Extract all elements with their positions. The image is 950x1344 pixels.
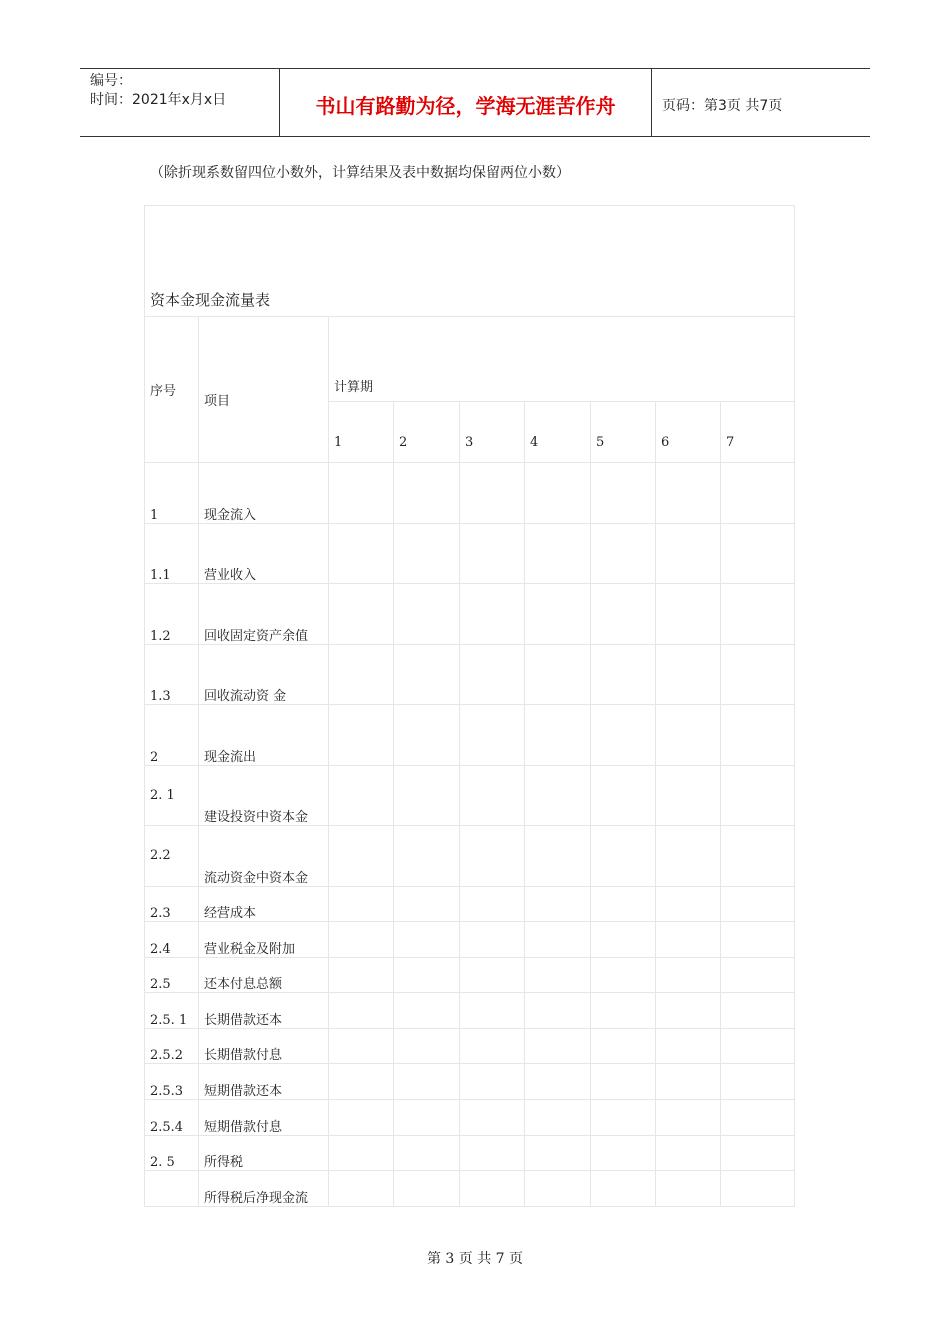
rounding-note: （除折现系数留四位小数外，计算结果及表中数据均保留两位小数） [150,165,570,181]
value-cell[interactable] [591,1064,656,1100]
row-seq [145,1171,199,1207]
value-cell[interactable] [721,644,795,705]
row-seq: 2.5 [145,957,199,993]
column-header-item: 项目 [199,317,329,463]
value-cell[interactable] [525,1100,591,1136]
row-item: 经营成本 [199,886,329,922]
value-cell[interactable] [460,1064,525,1100]
value-cell[interactable] [460,765,525,826]
table-row [145,705,795,766]
value-cell[interactable] [525,1064,591,1100]
page-footer: 第 3 页 共 7 页 [426,1251,524,1267]
row-seq: 2 [145,705,199,766]
value-cell[interactable] [394,1064,460,1100]
row-seq: 1 [145,463,199,524]
period-header: 1 [329,402,394,463]
value-cell[interactable] [394,463,460,524]
row-item: 短期借款还本 [199,1064,329,1100]
header-motto: 书山有路勤为径，学海无涯苦作舟 [280,69,652,136]
value-cell[interactable] [591,765,656,826]
value-cell[interactable] [591,523,656,584]
value-cell[interactable] [394,993,460,1029]
value-cell[interactable] [460,957,525,993]
value-cell[interactable] [329,1028,394,1064]
row-seq: 2.5.4 [145,1100,199,1136]
value-cell[interactable] [329,886,394,922]
value-cell[interactable] [656,826,721,887]
value-cell[interactable] [525,584,591,645]
row-item: 长期借款付息 [199,1028,329,1064]
value-cell[interactable] [591,922,656,958]
value-cell[interactable] [656,1171,721,1207]
value-cell[interactable] [591,993,656,1029]
value-cell[interactable] [460,886,525,922]
value-cell[interactable] [525,463,591,524]
value-cell[interactable] [394,886,460,922]
row-seq: 1.3 [145,644,199,705]
table-row [145,1171,795,1207]
page-header [80,68,870,137]
row-item: 所得税 [199,1135,329,1171]
table-row [145,886,795,922]
row-item: 长期借款还本 [199,993,329,1029]
value-cell[interactable] [525,523,591,584]
value-cell[interactable] [721,922,795,958]
value-cell[interactable] [591,705,656,766]
table-row [145,584,795,645]
value-cell[interactable] [721,826,795,887]
table-row [145,463,795,524]
row-seq: 2.5. 1 [145,993,199,1029]
value-cell[interactable] [656,705,721,766]
value-cell[interactable] [591,1100,656,1136]
table-row [145,1064,795,1100]
row-item: 现金流出 [199,705,329,766]
value-cell[interactable] [329,644,394,705]
value-cell[interactable] [329,1135,394,1171]
table-row [145,957,795,993]
value-cell[interactable] [525,993,591,1029]
value-cell[interactable] [591,826,656,887]
period-header: 4 [525,402,591,463]
value-cell[interactable] [394,765,460,826]
value-cell[interactable] [460,463,525,524]
row-seq: 2.2 [145,826,199,887]
value-cell[interactable] [525,922,591,958]
table-row [145,523,795,584]
value-cell[interactable] [460,993,525,1029]
value-cell[interactable] [721,1064,795,1100]
value-cell[interactable] [656,993,721,1029]
table-row [145,993,795,1029]
column-header-seq: 序号 [145,317,199,463]
value-cell[interactable] [394,957,460,993]
value-cell[interactable] [329,993,394,1029]
table-row [145,765,795,826]
value-cell[interactable] [591,1028,656,1064]
value-cell[interactable] [721,463,795,524]
value-cell[interactable] [525,1171,591,1207]
value-cell[interactable] [656,523,721,584]
value-cell[interactable] [721,584,795,645]
cash-flow-table [144,205,795,1207]
table-row [145,922,795,958]
row-item: 短期借款付息 [199,1100,329,1136]
value-cell[interactable] [525,705,591,766]
value-cell[interactable] [721,1135,795,1171]
table-row [145,1028,795,1064]
table-row [145,644,795,705]
row-seq: 2.5.3 [145,1064,199,1100]
value-cell[interactable] [656,644,721,705]
table-row [145,826,795,887]
value-cell[interactable] [460,523,525,584]
value-cell[interactable] [329,1064,394,1100]
value-cell[interactable] [394,584,460,645]
value-cell[interactable] [656,886,721,922]
value-cell[interactable] [721,765,795,826]
period-header: 6 [656,402,721,463]
value-cell[interactable] [329,957,394,993]
value-cell[interactable] [721,523,795,584]
document-number: 编号： [90,73,132,89]
value-cell[interactable] [656,1064,721,1100]
value-cell[interactable] [525,765,591,826]
value-cell[interactable] [656,957,721,993]
value-cell[interactable] [394,1135,460,1171]
row-item: 现金流入 [199,463,329,524]
header-meta [80,69,280,136]
header-page-number: 页码：第3页 共7页 [662,97,783,114]
value-cell[interactable] [656,922,721,958]
period-header: 2 [394,402,460,463]
period-header: 3 [460,402,525,463]
value-cell[interactable] [525,886,591,922]
value-cell[interactable] [525,644,591,705]
value-cell[interactable] [460,584,525,645]
value-cell[interactable] [591,584,656,645]
value-cell[interactable] [656,1028,721,1064]
row-item: 所得税后净现金流 [199,1171,329,1207]
value-cell[interactable] [656,765,721,826]
value-cell[interactable] [721,705,795,766]
value-cell[interactable] [656,584,721,645]
value-cell[interactable] [329,523,394,584]
value-cell[interactable] [460,705,525,766]
value-cell[interactable] [329,705,394,766]
row-seq: 2. 1 [145,765,199,826]
value-cell[interactable] [394,922,460,958]
document-time: 时间：2021年x月x日 [90,92,227,108]
value-cell[interactable] [394,523,460,584]
value-cell[interactable] [525,1028,591,1064]
value-cell[interactable] [394,644,460,705]
row-seq: 2.4 [145,922,199,958]
value-cell[interactable] [656,1135,721,1171]
value-cell[interactable] [591,1171,656,1207]
value-cell[interactable] [329,463,394,524]
row-item: 还本付息总额 [199,957,329,993]
value-cell[interactable] [460,1135,525,1171]
value-cell[interactable] [721,886,795,922]
value-cell[interactable] [460,922,525,958]
value-cell[interactable] [394,1028,460,1064]
value-cell[interactable] [394,826,460,887]
row-item: 营业收入 [199,523,329,584]
value-cell[interactable] [460,1171,525,1207]
row-seq: 2.3 [145,886,199,922]
value-cell[interactable] [656,1100,721,1136]
value-cell[interactable] [329,584,394,645]
value-cell[interactable] [591,463,656,524]
value-cell[interactable] [460,1028,525,1064]
value-cell[interactable] [591,644,656,705]
value-cell[interactable] [656,463,721,524]
value-cell[interactable] [591,886,656,922]
value-cell[interactable] [394,1100,460,1136]
row-item: 流动资金中资本金 [199,826,329,887]
table-row [145,1100,795,1136]
value-cell[interactable] [329,765,394,826]
value-cell[interactable] [721,957,795,993]
value-cell[interactable] [329,1100,394,1136]
table-row [145,1135,795,1171]
row-seq: 1.1 [145,523,199,584]
value-cell[interactable] [394,705,460,766]
row-item: 营业税金及附加 [199,922,329,958]
value-cell[interactable] [460,644,525,705]
value-cell[interactable] [591,1135,656,1171]
row-seq: 2.5.2 [145,1028,199,1064]
value-cell[interactable] [329,826,394,887]
value-cell[interactable] [721,1028,795,1064]
column-header-period: 计算期 [329,317,795,402]
value-cell[interactable] [460,826,525,887]
row-seq: 1.2 [145,584,199,645]
value-cell[interactable] [525,826,591,887]
value-cell[interactable] [525,957,591,993]
row-item: 回收流动资 金 [199,644,329,705]
value-cell[interactable] [329,922,394,958]
value-cell[interactable] [591,957,656,993]
row-seq: 2. 5 [145,1135,199,1171]
period-header: 7 [721,402,795,463]
value-cell[interactable] [721,1171,795,1207]
value-cell[interactable] [721,1100,795,1136]
row-item: 建设投资中资本金 [199,765,329,826]
value-cell[interactable] [329,1171,394,1207]
value-cell[interactable] [394,1171,460,1207]
period-header: 5 [591,402,656,463]
value-cell[interactable] [721,993,795,1029]
value-cell[interactable] [525,1135,591,1171]
row-item: 回收固定资产余值 [199,584,329,645]
table-title: 资本金现金流量表 [145,206,795,317]
value-cell[interactable] [460,1100,525,1136]
